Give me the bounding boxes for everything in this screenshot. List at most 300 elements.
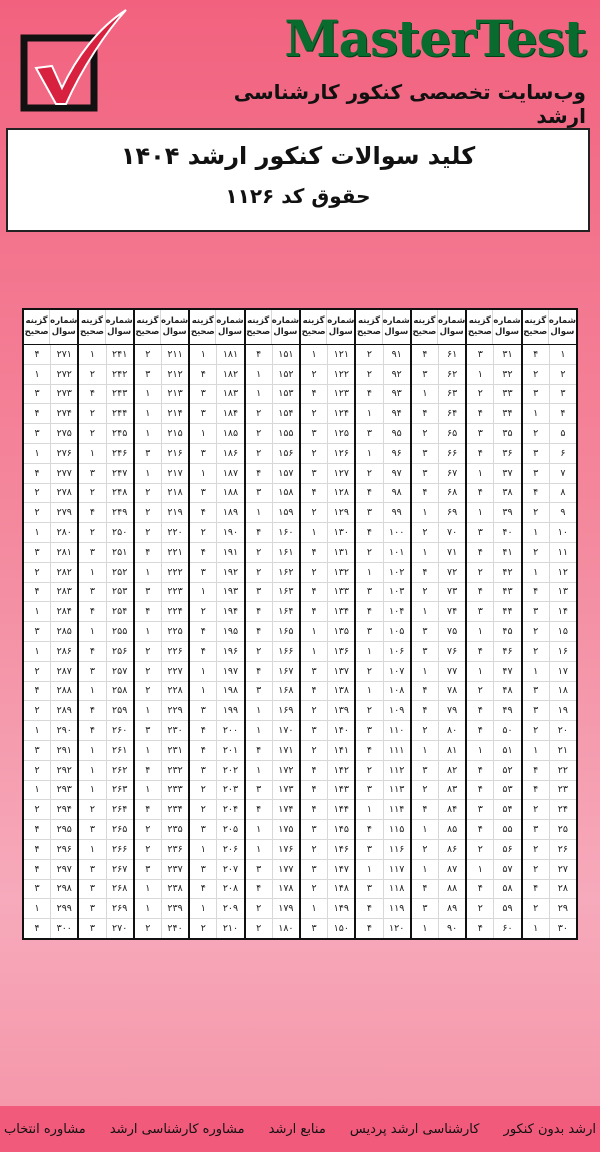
correct-option: ۳ [34, 883, 40, 895]
question-number: ۲۵۱ [106, 543, 133, 562]
correct-option: ۱ [256, 388, 262, 400]
table-row [523, 721, 576, 741]
question-number: ۲۰۲ [216, 761, 243, 780]
footer-link-no-exam[interactable]: ارشد بدون کنکور [503, 1121, 596, 1137]
table-row [24, 860, 77, 880]
table-row [190, 503, 243, 523]
table-row [79, 820, 132, 840]
table-row [190, 919, 243, 938]
question-number: ۴۲ [493, 563, 520, 582]
table-row [135, 424, 188, 444]
table-row [79, 860, 132, 880]
table-row [24, 880, 77, 900]
table-row [356, 662, 409, 682]
question-number: ۲۹ [549, 899, 576, 918]
table-row [301, 899, 354, 919]
correct-option: ۴ [34, 843, 40, 855]
correct-option: ۴ [422, 804, 428, 816]
question-number: ۸۳ [438, 781, 465, 800]
table-row [301, 523, 354, 543]
table-row [24, 781, 77, 801]
question-number: ۱۸۸ [216, 484, 243, 503]
question-number: ۱۹ [549, 701, 576, 720]
question-number: ۲۹۵ [50, 820, 77, 839]
question-number: ۱۳۸ [327, 682, 354, 701]
correct-option: ۴ [477, 487, 483, 499]
correct-option: ۴ [422, 348, 428, 360]
question-number: ۲۲۵ [161, 622, 188, 641]
table-row [24, 840, 77, 860]
table-row [24, 563, 77, 583]
correct-option: ۴ [477, 408, 483, 420]
correct-option: ۴ [366, 487, 373, 499]
question-number: ۲۵۰ [106, 523, 133, 542]
question-number: ۵۵ [493, 820, 520, 839]
correct-option: ۴ [477, 447, 483, 459]
question-number: ۱۵۶ [272, 444, 299, 463]
question-number: ۲۹۷ [50, 860, 77, 879]
key-header-row [356, 310, 409, 345]
question-number: ۲۲۳ [161, 583, 188, 602]
question-number: ۲۸۶ [50, 642, 77, 661]
table-row [412, 444, 465, 464]
table-row [412, 919, 465, 938]
correct-option: ۱ [422, 744, 428, 756]
table-row [467, 721, 520, 741]
question-number: ۸۷ [438, 860, 465, 879]
question-number: ۱۴۱ [327, 741, 354, 760]
correct-option: ۳ [477, 606, 483, 618]
question-number: ۱۸۰ [272, 919, 299, 938]
correct-option: ۳ [533, 606, 539, 618]
question-number: ۱۰ [549, 523, 576, 542]
footer-link-resources[interactable]: منابع ارشد [268, 1121, 326, 1137]
correct-option: ۳ [366, 586, 373, 598]
correct-option: ۲ [533, 546, 539, 558]
correct-option: ۳ [422, 645, 428, 657]
correct-option: ۱ [89, 843, 95, 855]
table-row [135, 523, 188, 543]
question-number: ۲۸۴ [50, 602, 77, 621]
correct-option: ۴ [145, 804, 151, 816]
question-number: ۱۳۲ [327, 563, 354, 582]
table-row [135, 345, 188, 365]
table-row [190, 622, 243, 642]
correct-option: ۱ [477, 467, 483, 479]
correct-option: ۳ [256, 685, 262, 697]
correct-option: ۲ [422, 843, 428, 855]
table-row [412, 761, 465, 781]
table-row [135, 602, 188, 622]
question-number: ۱۲۸ [327, 484, 354, 503]
table-row [523, 563, 576, 583]
footer-link-selection[interactable]: مشاوره انتخاب [4, 1121, 86, 1137]
table-row [523, 880, 576, 900]
correct-option: ۴ [34, 685, 40, 697]
correct-option: ۱ [145, 566, 151, 578]
correct-option: ۲ [477, 903, 483, 915]
correct-option: ۴ [200, 626, 206, 638]
question-number: ۲۲۰ [161, 523, 188, 542]
table-row [135, 761, 188, 781]
question-number: ۱۷ [549, 662, 576, 681]
key-header-row [246, 310, 299, 345]
correct-option: ۱ [256, 705, 262, 717]
table-row [190, 662, 243, 682]
question-number: ۲۷۵ [50, 424, 77, 443]
question-number: ۱۳۳ [327, 583, 354, 602]
question-number: ۱۵۸ [272, 484, 299, 503]
question-number: ۲۷ [549, 860, 576, 879]
correct-option: ۲ [366, 764, 373, 776]
correct-option: ۱ [145, 388, 151, 400]
table-row [79, 464, 132, 484]
correct-option: ۳ [34, 546, 40, 558]
question-number: ۱۴۰ [327, 721, 354, 740]
correct-option: ۴ [311, 586, 317, 598]
question-number: ۲۴۶ [106, 444, 133, 463]
table-row [79, 622, 132, 642]
question-number: ۱۸۶ [216, 444, 243, 463]
question-number: ۲۶۹ [106, 899, 133, 918]
correct-option: ۳ [366, 784, 373, 796]
correct-option: ۱ [200, 665, 206, 677]
table-row [135, 721, 188, 741]
table-row [135, 444, 188, 464]
correct-option: ۳ [200, 408, 206, 420]
table-row [190, 464, 243, 484]
question-number: ۲۳ [549, 781, 576, 800]
table-row [24, 345, 77, 365]
question-number: ۲۴۱ [106, 345, 133, 364]
question-number: ۷۳ [438, 583, 465, 602]
table-row [412, 642, 465, 662]
correct-option: ۲ [533, 725, 539, 737]
table-row [135, 662, 188, 682]
correct-option: ۲ [477, 685, 483, 697]
question-number: ۱۶۳ [272, 583, 299, 602]
question-number: ۱۱۷ [383, 860, 410, 879]
table-row [301, 642, 354, 662]
table-row [79, 503, 132, 523]
correct-option: ۱ [366, 804, 373, 816]
correct-option: ۳ [200, 764, 206, 776]
table-row [190, 543, 243, 563]
table-row [190, 484, 243, 504]
correct-option: ۲ [311, 447, 317, 459]
correct-option: ۳ [89, 903, 95, 915]
table-row [135, 880, 188, 900]
correct-option: ۴ [422, 487, 428, 499]
question-number: ۸۲ [438, 761, 465, 780]
table-row [246, 860, 299, 880]
question-number: ۷۷ [438, 662, 465, 681]
table-row [467, 424, 520, 444]
table-row [356, 721, 409, 741]
table-row [356, 622, 409, 642]
table-row [246, 583, 299, 603]
correct-option: ۱ [145, 883, 151, 895]
footer-link-counseling[interactable]: مشاوره کارشناسی ارشد [109, 1121, 245, 1137]
question-number: ۱۳۰ [327, 523, 354, 542]
correct-option: ۲ [89, 804, 95, 816]
question-number: ۲۴ [549, 800, 576, 819]
correct-option: ۴ [422, 685, 428, 697]
correct-option: ۴ [477, 883, 483, 895]
table-row [301, 622, 354, 642]
question-number: ۱۰۱ [383, 543, 410, 562]
table-row [356, 345, 409, 365]
correct-option: ۴ [366, 606, 373, 618]
table-row [135, 741, 188, 761]
table-row [246, 444, 299, 464]
question-number: ۹۴ [383, 404, 410, 423]
table-row [523, 662, 576, 682]
table-row [523, 503, 576, 523]
correct-option: ۲ [200, 804, 206, 816]
question-number: ۱۷۴ [272, 800, 299, 819]
correct-option: ۲ [366, 467, 373, 479]
question-number: ۹۹ [383, 503, 410, 522]
correct-option: ۴ [311, 764, 317, 776]
table-row [190, 880, 243, 900]
question-number: ۱۱۶ [383, 840, 410, 859]
question-number: ۲۶۵ [106, 820, 133, 839]
correct-option: ۳ [422, 764, 428, 776]
question-number: ۲۸۲ [50, 563, 77, 582]
question-number: ۱۷۳ [272, 781, 299, 800]
question-number: ۲۲۹ [161, 701, 188, 720]
correct-option: ۱ [34, 447, 40, 459]
correct-option: ۲ [422, 586, 428, 598]
question-number: ۲۱۳ [161, 385, 188, 404]
table-row [523, 404, 576, 424]
correct-option: ۱ [422, 507, 428, 519]
question-number: ۳ [549, 385, 576, 404]
question-number: ۲۶۳ [106, 781, 133, 800]
question-number: ۲۱ [549, 741, 576, 760]
correct-option: ۲ [422, 784, 428, 796]
table-row [246, 563, 299, 583]
correct-option: ۲ [366, 546, 373, 558]
correct-option: ۲ [34, 566, 40, 578]
table-row [135, 899, 188, 919]
correct-option: ۲ [256, 903, 262, 915]
question-number: ۴۶ [493, 642, 520, 661]
correct-option: ۲ [256, 923, 262, 934]
correct-option: ۴ [366, 388, 373, 400]
question-number: ۱۰۷ [383, 662, 410, 681]
table-row [467, 602, 520, 622]
table-row [523, 899, 576, 919]
question-number: ۲۱۴ [161, 404, 188, 423]
table-row [523, 820, 576, 840]
table-row [467, 385, 520, 405]
question-number: ۲۰۵ [216, 820, 243, 839]
correct-option: ۱ [366, 408, 373, 420]
footer-nav [0, 1106, 600, 1152]
question-number: ۱۷۸ [272, 880, 299, 899]
question-number: ۵۷ [493, 860, 520, 879]
table-row [24, 464, 77, 484]
correct-option: ۲ [477, 566, 483, 578]
table-row [356, 602, 409, 622]
correct-option: ۳ [422, 626, 428, 638]
correct-option: ۴ [533, 764, 539, 776]
question-number: ۱۰۹ [383, 701, 410, 720]
correct-option: ۳ [366, 725, 373, 737]
correct-option: ۴ [200, 883, 206, 895]
table-row [467, 444, 520, 464]
table-row [356, 385, 409, 405]
table-row [190, 761, 243, 781]
correct-option: ۲ [145, 527, 151, 539]
question-number: ۲۸۳ [50, 583, 77, 602]
question-number: ۲۳۸ [161, 880, 188, 899]
table-row [301, 602, 354, 622]
correct-option: ۴ [200, 744, 206, 756]
table-row [246, 721, 299, 741]
table-row [467, 919, 520, 938]
table-row [246, 503, 299, 523]
table-row [135, 365, 188, 385]
question-number: ۱۳ [549, 583, 576, 602]
table-row [246, 701, 299, 721]
correct-option: ۱ [311, 348, 317, 360]
correct-option: ۴ [256, 744, 262, 756]
question-number: ۲۳۷ [161, 860, 188, 879]
table-row [301, 781, 354, 801]
table-row [467, 860, 520, 880]
table-row [301, 385, 354, 405]
question-number: ۱۵۱ [272, 345, 299, 364]
table-row [135, 464, 188, 484]
table-row [190, 444, 243, 464]
question-number: ۲۵ [549, 820, 576, 839]
correct-option: ۱ [145, 626, 151, 638]
correct-option: ۲ [145, 348, 151, 360]
correct-option: ۳ [533, 705, 539, 717]
table-row [301, 721, 354, 741]
table-row [246, 642, 299, 662]
key-header-row [24, 310, 77, 345]
table-row [523, 919, 576, 938]
question-number: ۳۱ [493, 345, 520, 364]
table-row [79, 781, 132, 801]
table-row [79, 701, 132, 721]
question-number: ۱۹۰ [216, 523, 243, 542]
question-number: ۲۴۵ [106, 424, 133, 443]
correct-option: ۴ [256, 665, 262, 677]
question-number: ۴۸ [493, 682, 520, 701]
table-row [135, 503, 188, 523]
correct-option: ۳ [477, 527, 483, 539]
correct-option: ۳ [311, 923, 317, 934]
correct-option: ۳ [200, 824, 206, 836]
table-row [523, 860, 576, 880]
table-row [190, 820, 243, 840]
question-number: ۱۸۵ [216, 424, 243, 443]
table-row [356, 899, 409, 919]
table-row [523, 701, 576, 721]
question-number: ۲۵۳ [106, 583, 133, 602]
footer-link-pardis[interactable]: کارشناسی ارشد پردیس [349, 1121, 480, 1137]
question-number: ۱۸۷ [216, 464, 243, 483]
correct-option: ۱ [145, 408, 151, 420]
table-row [24, 523, 77, 543]
correct-option: ۲ [34, 804, 40, 816]
question-number: ۲۹۱ [50, 741, 77, 760]
table-row [301, 682, 354, 702]
correct-option: ۴ [477, 586, 483, 598]
question-number: ۲۹۶ [50, 840, 77, 859]
table-row [356, 444, 409, 464]
correct-option: ۴ [256, 527, 262, 539]
correct-option: ۳ [145, 863, 151, 875]
table-row [24, 602, 77, 622]
correct-option: ۳ [200, 447, 206, 459]
correct-option: ۱ [311, 903, 317, 915]
question-number: ۲۰۰ [216, 721, 243, 740]
correct-option: ۱ [366, 685, 373, 697]
table-row [79, 543, 132, 563]
question-number: ۷۶ [438, 642, 465, 661]
correct-option: ۲ [256, 546, 262, 558]
question-number: ۱۲۲ [327, 365, 354, 384]
correct-option: ۱ [477, 744, 483, 756]
table-row [467, 622, 520, 642]
correct-option: ۴ [422, 408, 428, 420]
table-row [301, 583, 354, 603]
correct-option: ۱ [200, 348, 206, 360]
table-row [135, 622, 188, 642]
question-number: ۲۱۵ [161, 424, 188, 443]
question-number: ۲۰ [549, 721, 576, 740]
correct-option: ۴ [533, 883, 539, 895]
correct-option: ۳ [89, 923, 95, 934]
correct-option: ۲ [311, 705, 317, 717]
correct-option: ۲ [366, 348, 373, 360]
table-row [79, 404, 132, 424]
question-number: ۱۹۵ [216, 622, 243, 641]
table-row [523, 800, 576, 820]
question-number-header: شماره سوال [160, 310, 188, 344]
question-number: ۲۹۰ [50, 721, 77, 740]
correct-option: ۱ [256, 764, 262, 776]
table-row [356, 781, 409, 801]
question-number: ۹۷ [383, 464, 410, 483]
correct-option: ۳ [200, 863, 206, 875]
correct-option: ۳ [311, 863, 317, 875]
question-number: ۱۷۹ [272, 899, 299, 918]
correct-option: ۱ [89, 626, 95, 638]
table-row [523, 464, 576, 484]
correct-option: ۳ [145, 447, 151, 459]
correct-option: ۳ [366, 843, 373, 855]
question-number: ۱۴۷ [327, 860, 354, 879]
table-row [190, 345, 243, 365]
table-row [412, 583, 465, 603]
table-row [523, 642, 576, 662]
table-row [356, 682, 409, 702]
question-number: ۲۰۳ [216, 781, 243, 800]
table-row [190, 602, 243, 622]
question-number: ۲۱۱ [161, 345, 188, 364]
question-number: ۴۰ [493, 523, 520, 542]
correct-option: ۴ [256, 606, 262, 618]
table-row [135, 840, 188, 860]
correct-option: ۱ [366, 447, 373, 459]
